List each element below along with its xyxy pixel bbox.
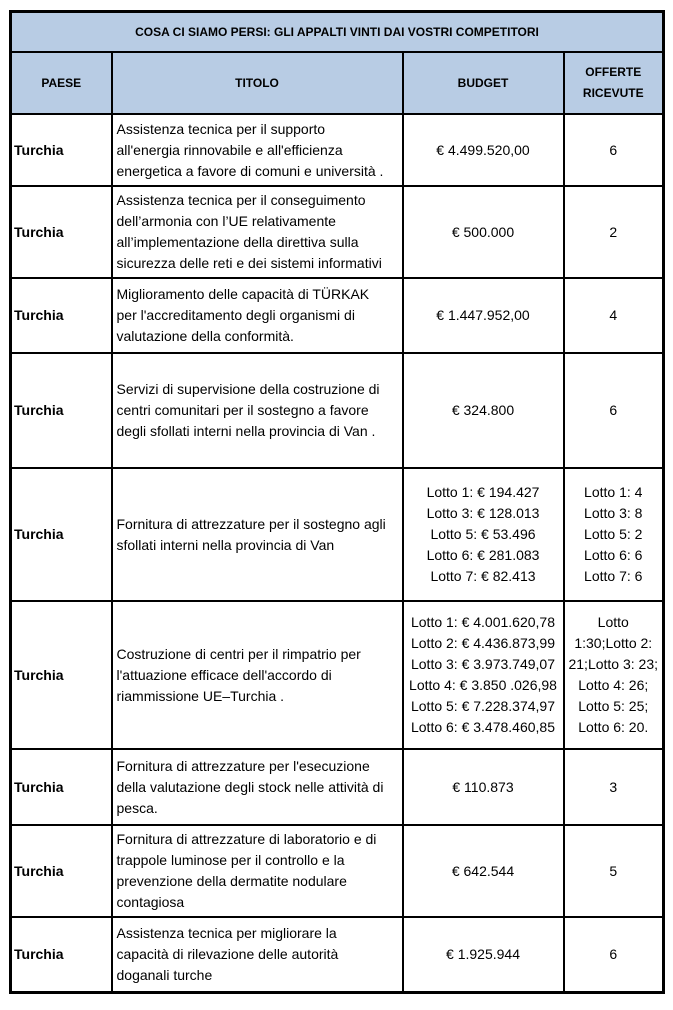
cell-offerte bbox=[564, 114, 664, 186]
cell-titolo-line: riammissione UE–Turchia . bbox=[116, 687, 285, 704]
cell-titolo-line: all’implementazione della direttiva sulla bbox=[116, 234, 359, 250]
cell-titolo-line: sfollati interni nella provincia di Van bbox=[116, 536, 335, 553]
cell-titolo-line: Miglioramento delle capacità di TÜRKAK bbox=[116, 286, 370, 302]
table-row bbox=[11, 186, 664, 278]
cell-titolo bbox=[112, 114, 403, 186]
cell-paese: Turchia bbox=[11, 468, 112, 601]
cell-budget-line: € 1.925.944 bbox=[446, 945, 520, 962]
cell-paese: Turchia bbox=[11, 278, 112, 353]
cell-titolo-line: doganali turche bbox=[116, 966, 213, 983]
cell-paese: Turchia bbox=[11, 353, 112, 468]
cell-titolo bbox=[112, 749, 403, 825]
cell-titolo-line: Servizi di supervisione della costruzione di bbox=[116, 381, 380, 397]
table-row bbox=[11, 278, 664, 353]
cell-titolo-line: Assistenza tecnica per il supporto bbox=[116, 120, 326, 137]
cell-offerte bbox=[564, 917, 664, 992]
cell-titolo bbox=[112, 468, 403, 601]
table-title: COSA CI SIAMO PERSI: GLI APPALTI VINTI DAI VOSTRI COMPETITORI bbox=[11, 12, 664, 53]
cell-titolo-line: all'energia rinnovabile e all'efficienza bbox=[116, 141, 343, 158]
cell-budget bbox=[403, 917, 564, 992]
cell-budget-line: Lotto 1: € 194.427 bbox=[426, 484, 540, 500]
cell-budget-line: € 4.499.520,00 bbox=[436, 141, 530, 158]
table-row bbox=[11, 749, 664, 825]
cell-paese: Turchia bbox=[11, 917, 112, 992]
cell-offerte-line: 2 bbox=[609, 223, 618, 240]
cell-titolo bbox=[112, 601, 403, 749]
cell-offerte-line: Lotto 6: 6 bbox=[584, 547, 643, 563]
cell-titolo-line: Fornitura di attrezzature per il sostegno agli bbox=[116, 515, 386, 532]
cell-titolo-line: valutazione della conformità. bbox=[116, 328, 294, 344]
cell-budget-line: Lotto 7: € 82.413 bbox=[430, 568, 536, 584]
cell-paese: Turchia bbox=[11, 601, 112, 749]
cell-titolo-line: energetica a favore di comuni e università . bbox=[116, 162, 384, 179]
cell-budget-line: Lotto 4: € 3.850 .026,98 bbox=[409, 677, 557, 693]
tenders-table bbox=[9, 10, 665, 994]
cell-budget-line: € 500.000 bbox=[451, 223, 515, 240]
cell-offerte-line: 6 bbox=[609, 402, 618, 418]
cell-offerte bbox=[564, 278, 664, 353]
cell-offerte-line: 6 bbox=[609, 945, 618, 962]
cell-offerte bbox=[564, 601, 664, 749]
cell-budget-line: € 324.800 bbox=[451, 402, 515, 418]
cell-titolo-line: Assistenza tecnica per il conseguimento bbox=[116, 192, 366, 208]
cell-titolo-line: centri comunitari per il sostegno a favore bbox=[116, 402, 369, 418]
cell-offerte-line: Lotto 3: 8 bbox=[584, 505, 643, 521]
cell-offerte-line: Lotto bbox=[597, 614, 629, 630]
header-offerte-word: RICEVUTE bbox=[582, 86, 644, 100]
cell-titolo-line: sicurezza delle reti e dei sistemi informativi bbox=[116, 255, 382, 271]
cell-offerte-line: Lotto 4: 26; bbox=[578, 677, 649, 693]
cell-titolo bbox=[112, 917, 403, 992]
cell-budget-line: € 110.873 bbox=[452, 778, 514, 795]
cell-budget bbox=[403, 278, 564, 353]
cell-budget bbox=[403, 186, 564, 278]
cell-budget-line: Lotto 2: € 4.436.873,99 bbox=[410, 635, 555, 651]
header-paese: PAESE bbox=[11, 52, 112, 114]
header-offerte bbox=[564, 52, 664, 114]
cell-titolo bbox=[112, 353, 403, 468]
cell-titolo-line: della valutazione degli stock nelle attività di bbox=[116, 778, 384, 795]
cell-titolo-line: prevenzione della dermatite nodulare bbox=[116, 873, 347, 889]
cell-titolo-line: trappole luminose per il controllo e la bbox=[116, 852, 345, 868]
cell-budget-line: Lotto 6: € 3.478.460,85 bbox=[410, 719, 555, 735]
cell-offerte bbox=[564, 186, 664, 278]
table-header-row bbox=[11, 52, 664, 114]
cell-titolo bbox=[112, 825, 403, 917]
cell-offerte-line: Lotto 5: 2 bbox=[584, 526, 643, 542]
table-row bbox=[11, 825, 664, 917]
cell-offerte-line: 1:30;Lotto 2: bbox=[574, 635, 653, 651]
cell-offerte-line: 3 bbox=[609, 778, 618, 795]
cell-titolo-line: capacità di rilevazione delle autorità bbox=[116, 945, 339, 962]
cell-titolo-line: pesca. bbox=[116, 799, 158, 816]
table-row bbox=[11, 601, 664, 749]
cell-titolo bbox=[112, 278, 403, 353]
cell-titolo-line: Assistenza tecnica per migliorare la bbox=[116, 924, 337, 941]
cell-titolo-line: Fornitura di attrezzature di laboratorio e di bbox=[116, 831, 377, 847]
cell-offerte-line: Lotto 7: 6 bbox=[584, 568, 643, 584]
cell-offerte-line: Lotto 6: 20. bbox=[578, 719, 649, 735]
cell-titolo-line: Costruzione di centri per il rimpatrio per bbox=[116, 645, 361, 662]
cell-budget-line: Lotto 5: € 7.228.374,97 bbox=[410, 698, 555, 714]
cell-offerte bbox=[564, 749, 664, 825]
cell-paese: Turchia bbox=[11, 186, 112, 278]
cell-offerte-line: Lotto 1: 4 bbox=[584, 484, 643, 500]
cell-offerte-line: 5 bbox=[609, 862, 618, 879]
cell-paese: Turchia bbox=[11, 749, 112, 825]
cell-budget-line: Lotto 3: € 128.013 bbox=[426, 505, 540, 521]
cell-titolo bbox=[112, 186, 403, 278]
cell-budget bbox=[403, 353, 564, 468]
cell-offerte-line: Lotto 5: 25; bbox=[578, 698, 649, 714]
cell-budget-line: Lotto 5: € 53.496 bbox=[430, 526, 536, 542]
header-budget: BUDGET bbox=[403, 52, 564, 114]
cell-budget-line: € 1.447.952,00 bbox=[436, 307, 530, 323]
cell-offerte bbox=[564, 353, 664, 468]
header-titolo: TITOLO bbox=[112, 52, 403, 114]
table-row bbox=[11, 917, 664, 992]
cell-budget bbox=[403, 114, 564, 186]
cell-budget bbox=[403, 825, 564, 917]
table-title-row bbox=[11, 12, 664, 53]
cell-titolo-line: per l'accreditamento degli organismi di bbox=[116, 307, 355, 323]
cell-budget bbox=[403, 601, 564, 749]
cell-titolo-line: degli sfollati interni nella provincia di Van . bbox=[116, 423, 376, 439]
cell-offerte bbox=[564, 468, 664, 601]
cell-paese: Turchia bbox=[11, 825, 112, 917]
cell-offerte-line: 4 bbox=[609, 307, 618, 323]
cell-offerte-line: 21;Lotto 3: 23; bbox=[568, 656, 659, 672]
table-row bbox=[11, 353, 664, 468]
cell-offerte bbox=[564, 825, 664, 917]
table-row bbox=[11, 468, 664, 601]
cell-budget bbox=[403, 749, 564, 825]
cell-budget-line: Lotto 3: € 3.973.749,07 bbox=[410, 656, 555, 672]
cell-titolo-line: contagiosa bbox=[116, 894, 185, 910]
cell-titolo-line: Fornitura di attrezzature per l'esecuzione bbox=[116, 757, 370, 774]
cell-budget-line: € 642.544 bbox=[451, 862, 515, 879]
cell-budget-line: Lotto 1: € 4.001.620,78 bbox=[410, 614, 555, 630]
cell-offerte-line: 6 bbox=[609, 141, 618, 158]
header-offerte-word: OFFERTE bbox=[585, 65, 642, 79]
cell-budget bbox=[403, 468, 564, 601]
cell-budget-line: Lotto 6: € 281.083 bbox=[426, 547, 540, 563]
cell-titolo-line: dell’armonia con l’UE relativamente bbox=[116, 213, 336, 229]
cell-paese: Turchia bbox=[11, 114, 112, 186]
cell-titolo-line: l'attuazione efficace dell'accordo di bbox=[116, 666, 332, 683]
table-row bbox=[11, 114, 664, 186]
